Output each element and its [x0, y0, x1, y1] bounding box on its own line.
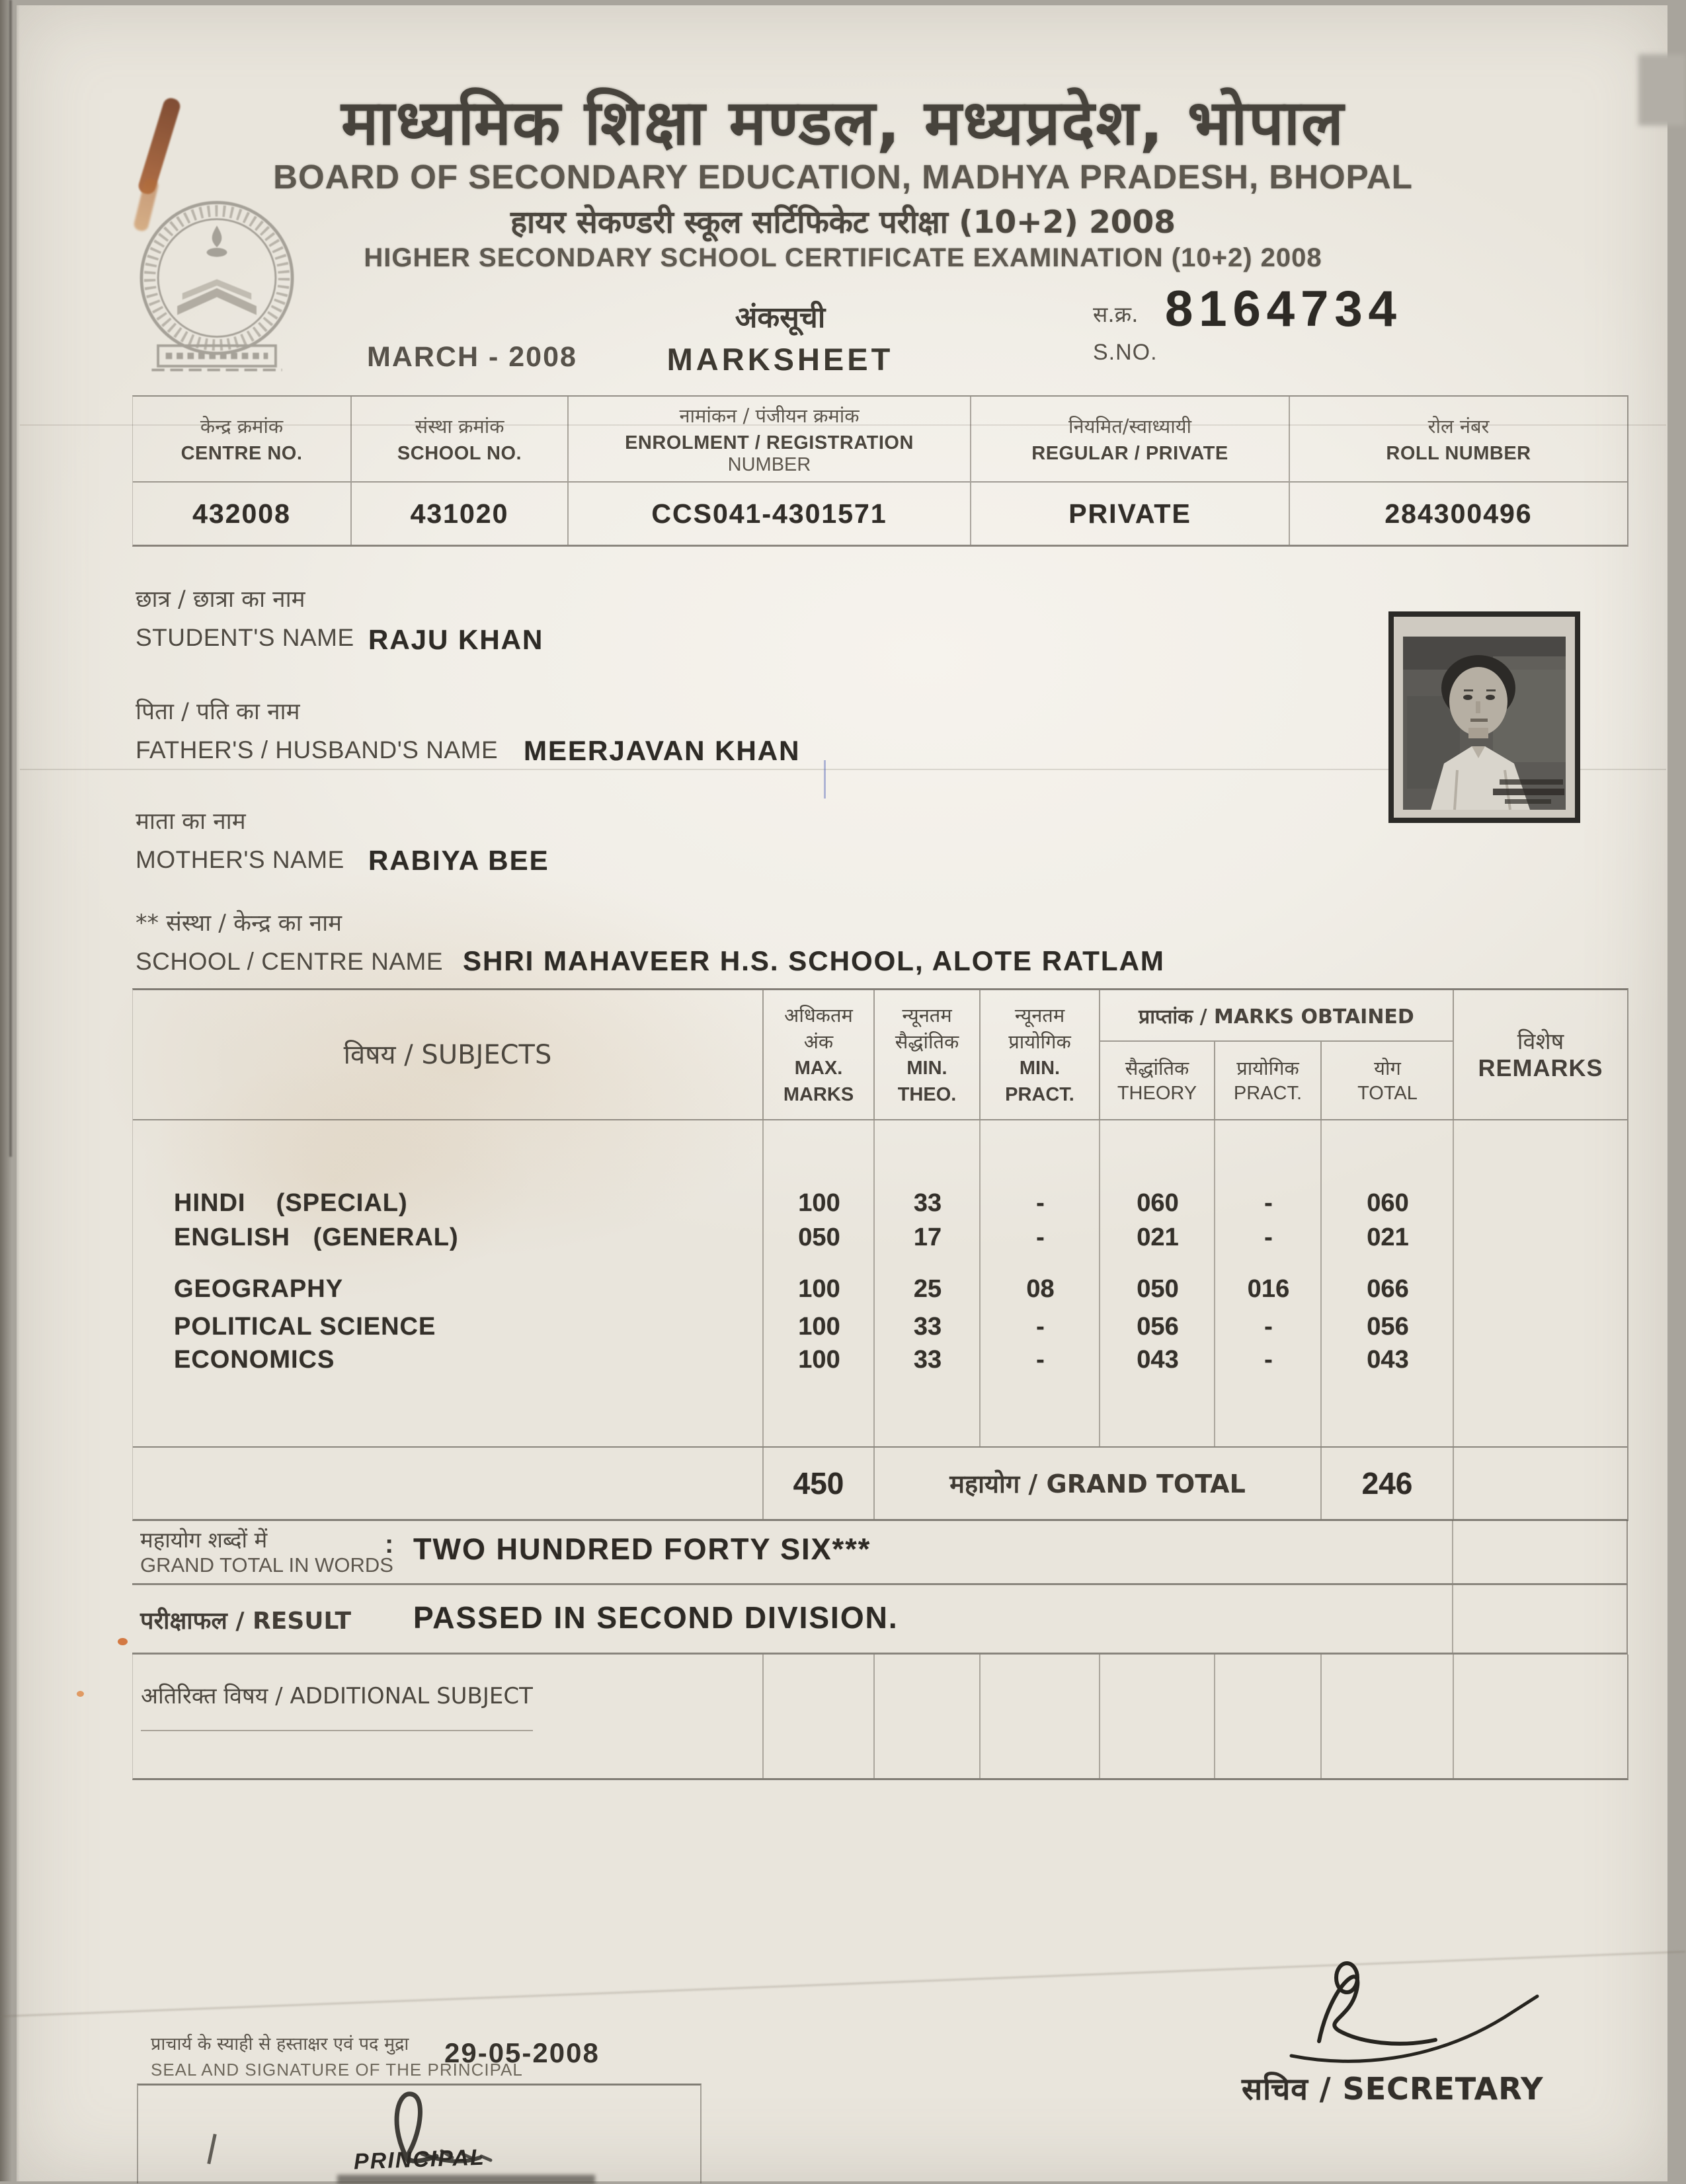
table-row — [133, 1309, 1627, 1344]
max-marks-hindi-1: अधिकतम — [784, 1003, 853, 1027]
school-centre-label-hindi: ** संस्था / केन्द्र का नाम — [136, 910, 342, 937]
serial-label-hindi: स.क्र. — [1093, 301, 1139, 327]
table-row — [133, 1186, 1627, 1220]
practical-marks: - — [1264, 1312, 1273, 1341]
session-label: MARCH - 2008 — [367, 341, 577, 373]
total-hindi: योग — [1374, 1056, 1401, 1079]
column-divider — [1453, 1655, 1454, 1778]
grand-total-words-row — [132, 1520, 1628, 1585]
theory-hindi: सैद्धांतिक — [1125, 1056, 1189, 1079]
words-label-hindi: महायोग शब्दों में — [140, 1527, 268, 1553]
enrolment-number: CCS041-4301571 — [651, 498, 887, 529]
issue-date: 29-05-2008 — [444, 2037, 600, 2068]
father-name: MEERJAVAN KHAN — [524, 735, 801, 766]
theory-marks: 021 — [1137, 1223, 1179, 1251]
enrolment-label-english-2: NUMBER — [727, 453, 811, 475]
max-marks: 100 — [798, 1312, 840, 1341]
additional-subject-label: अतिरिक्त विषय / ADDITIONAL SUBJECT — [141, 1680, 533, 1731]
min-practical: - — [1036, 1312, 1045, 1341]
max-marks: 100 — [798, 1345, 840, 1374]
min-practical-english-1: MIN. — [1019, 1057, 1061, 1079]
column-divider — [1452, 1585, 1453, 1653]
marks-table-body — [133, 1119, 1627, 1448]
min-theory: 33 — [913, 1345, 942, 1374]
school-centre-name: SHRI MAHAVEER H.S. SCHOOL, ALOTE RATLAM — [463, 945, 1165, 976]
total-marks: 060 — [1367, 1189, 1409, 1217]
theory-column-header — [1100, 1042, 1215, 1119]
mother-name: RABIYA BEE — [368, 845, 549, 876]
min-practical-column-header — [981, 990, 1100, 1119]
enrolment-value — [569, 483, 971, 545]
info-header-roll-number — [1290, 397, 1627, 483]
total-english: TOTAL — [1357, 1082, 1418, 1104]
centre-no-label-hindi: केन्द्र क्रमांक — [200, 415, 284, 438]
remarks-hindi: विशेष — [1517, 1028, 1564, 1055]
regular-private-value — [971, 483, 1290, 545]
column-divider — [873, 1655, 875, 1778]
result-row — [132, 1585, 1628, 1655]
column-divider — [762, 1655, 764, 1778]
subject-name: HINDI (SPECIAL) — [174, 1189, 408, 1217]
marksheet-title-hindi: अंकसूची — [735, 301, 826, 334]
max-marks: 100 — [798, 1189, 840, 1217]
marks-obtained-label: प्राप्तांक / MARKS OBTAINED — [1100, 990, 1453, 1042]
min-practical-hindi-1: न्यूनतम — [1014, 1003, 1065, 1027]
max-marks-english-2: MARKS — [783, 1083, 854, 1105]
enrolment-label-english: ENROLMENT / REGISTRATION — [625, 432, 914, 453]
info-header-school-no — [352, 397, 569, 483]
theory-marks: 050 — [1137, 1274, 1179, 1303]
mother-name-label-english: MOTHER'S NAME — [136, 846, 344, 873]
father-name-label-english: FATHER'S / HUSBAND'S NAME — [136, 736, 499, 763]
practical-english: PRACT. — [1233, 1082, 1303, 1104]
practical-hindi: प्रायोगिक — [1236, 1056, 1299, 1079]
min-practical: - — [1036, 1189, 1045, 1217]
mother-name-label-hindi: माता का नाम — [136, 808, 246, 835]
practical-column-header — [1215, 1042, 1322, 1119]
roll-number: 284300496 — [1385, 498, 1533, 529]
words-label-english: GRAND TOTAL IN WORDS — [140, 1553, 393, 1577]
grand-total-label: महायोग / GRAND TOTAL — [875, 1448, 1322, 1519]
subject-name: GEOGRAPHY — [174, 1274, 344, 1303]
student-name: RAJU KHAN — [368, 624, 544, 655]
min-theory-hindi-1: न्यूनतम — [902, 1003, 952, 1027]
theory-english: THEORY — [1117, 1082, 1197, 1104]
school-no: 431020 — [410, 498, 509, 529]
student-name-label-hindi: छात्र / छात्रा का नाम — [136, 586, 305, 613]
student-photo — [1388, 611, 1580, 823]
school-no-label-hindi: संस्था क्रमांक — [415, 415, 504, 438]
exam-info-table — [132, 395, 1628, 547]
min-practical: - — [1036, 1223, 1045, 1251]
secretary-label: सचिव / SECRETARY — [1242, 2071, 1544, 2107]
max-marks: 050 — [798, 1223, 840, 1251]
column-divider — [1320, 1655, 1322, 1778]
info-header-enrolment — [569, 397, 971, 483]
info-header-regular-private — [971, 397, 1290, 483]
centre-no-label-english: CENTRE NO. — [181, 443, 303, 464]
column-divider — [1452, 1520, 1453, 1583]
enrolment-label-hindi: नामांकन / पंजीयन क्रमांक — [679, 404, 860, 427]
min-practical-english-2: PRACT. — [1005, 1083, 1074, 1105]
roll-number-label-hindi: रोल नंबर — [1427, 415, 1490, 438]
org-title-hindi: माध्यमिक शिक्षा मण्डल, मध्यप्रदेश, भोपाल — [341, 87, 1345, 159]
secretary-signature — [1273, 1949, 1550, 2081]
remarks-column-header — [1454, 990, 1627, 1119]
principal-stamp-label: PRINCIPAL — [353, 2144, 486, 2175]
total-marks: 043 — [1367, 1345, 1409, 1374]
max-marks-hindi-2: अंक — [803, 1030, 834, 1053]
max-marks-column-header — [764, 990, 875, 1119]
additional-subject-row — [132, 1655, 1628, 1780]
min-theory-hindi-2: सैद्धांतिक — [895, 1030, 959, 1053]
subject-name: ENGLISH (GENERAL) — [174, 1223, 459, 1251]
practical-marks: - — [1264, 1345, 1273, 1374]
grand-total-row — [133, 1448, 1627, 1519]
info-header-centre-no — [133, 397, 352, 483]
student-name-label-english: STUDENT'S NAME — [136, 624, 354, 651]
table-row — [133, 1220, 1627, 1255]
min-theory-english-2: THEO. — [897, 1083, 957, 1105]
min-theory-column-header — [875, 990, 981, 1119]
marks-obtained-group-header — [1100, 990, 1454, 1119]
theory-marks: 043 — [1137, 1345, 1179, 1374]
ink-dot — [77, 1691, 84, 1697]
min-theory-english-1: MIN. — [906, 1057, 947, 1079]
regular-private-label-hindi: नियमित/स्वाध्यायी — [1068, 415, 1192, 438]
theory-marks: 056 — [1137, 1312, 1179, 1341]
result-value: PASSED IN SECOND DIVISION. — [413, 1600, 899, 1635]
grand-total-value: 246 — [1322, 1448, 1454, 1519]
total-marks: 066 — [1367, 1274, 1409, 1303]
exam-title-english: HIGHER SECONDARY SCHOOL CERTIFICATE EXAMINATION (10+2) 2008 — [364, 243, 1322, 272]
org-title-english: BOARD OF SECONDARY EDUCATION, MADHYA PRADESH, BHOPAL — [273, 158, 1413, 196]
student-photo-image — [1394, 617, 1575, 818]
father-name-label-hindi: पिता / पति का नाम — [136, 699, 300, 725]
pen-scratch — [824, 760, 826, 799]
practical-marks: - — [1264, 1189, 1273, 1217]
school-no-value — [352, 483, 569, 545]
roll-number-value — [1290, 483, 1627, 545]
table-row — [133, 1272, 1627, 1306]
column-divider — [1214, 1655, 1215, 1778]
min-practical-hindi-2: प्रायोगिक — [1008, 1030, 1071, 1053]
practical-marks: - — [1264, 1223, 1273, 1251]
subject-name: ECONOMICS — [174, 1345, 335, 1374]
regular-private: PRIVATE — [1068, 498, 1191, 529]
remarks-english: REMARKS — [1478, 1054, 1603, 1081]
min-theory: 33 — [913, 1312, 942, 1341]
min-practical: - — [1036, 1345, 1045, 1374]
centre-no-value — [133, 483, 352, 545]
principal-seal-label-english: SEAL AND SIGNATURE OF THE PRINCIPAL — [151, 2060, 523, 2080]
centre-no: 432008 — [192, 498, 291, 529]
subjects-column-header: विषय / SUBJECTS — [133, 990, 764, 1119]
marks-table — [132, 988, 1628, 1521]
grand-total-spacer — [133, 1448, 764, 1519]
serial-number: 8164734 — [1165, 281, 1402, 337]
school-centre-label-english: SCHOOL / CENTRE NAME — [136, 948, 444, 975]
marksheet-title-english: MARKSHEET — [666, 342, 894, 377]
principal-seal-label-hindi: प्राचार्य के स्याही से हस्ताक्षर एवं पद मुद्रा — [151, 2034, 409, 2054]
min-theory: 17 — [913, 1223, 942, 1251]
min-theory: 25 — [913, 1274, 942, 1303]
serial-label-english: S.NO. — [1093, 340, 1158, 365]
min-theory: 33 — [913, 1189, 942, 1217]
total-marks: 021 — [1367, 1223, 1409, 1251]
roll-number-label-english: ROLL NUMBER — [1386, 443, 1531, 464]
subject-name: POLITICAL SCIENCE — [174, 1312, 436, 1341]
total-marks: 056 — [1367, 1312, 1409, 1341]
max-marks: 100 — [798, 1274, 840, 1303]
grand-total-max-marks: 450 — [764, 1448, 875, 1519]
column-divider — [979, 1655, 981, 1778]
total-column-header — [1322, 1042, 1453, 1119]
result-label: परीक्षाफल / RESULT — [140, 1608, 352, 1635]
school-no-label-english: SCHOOL NO. — [397, 443, 522, 464]
practical-marks: 016 — [1247, 1274, 1290, 1303]
table-row — [133, 1343, 1627, 1377]
regular-private-label-english: REGULAR / PRIVATE — [1031, 443, 1228, 464]
exam-title-hindi: हायर सेकण्डरी स्कूल सर्टिफिकेट परीक्षा (10+2) 2008 — [510, 204, 1176, 241]
theory-marks: 060 — [1137, 1189, 1179, 1217]
min-practical: 08 — [1026, 1274, 1055, 1303]
column-divider — [1099, 1655, 1100, 1778]
colon: : — [385, 1530, 394, 1559]
max-marks-english-1: MAX. — [794, 1057, 843, 1079]
grand-total-in-words: TWO HUNDRED FORTY SIX*** — [413, 1532, 871, 1566]
ink-dot — [118, 1638, 128, 1645]
stamp-smudge — [337, 2175, 595, 2184]
